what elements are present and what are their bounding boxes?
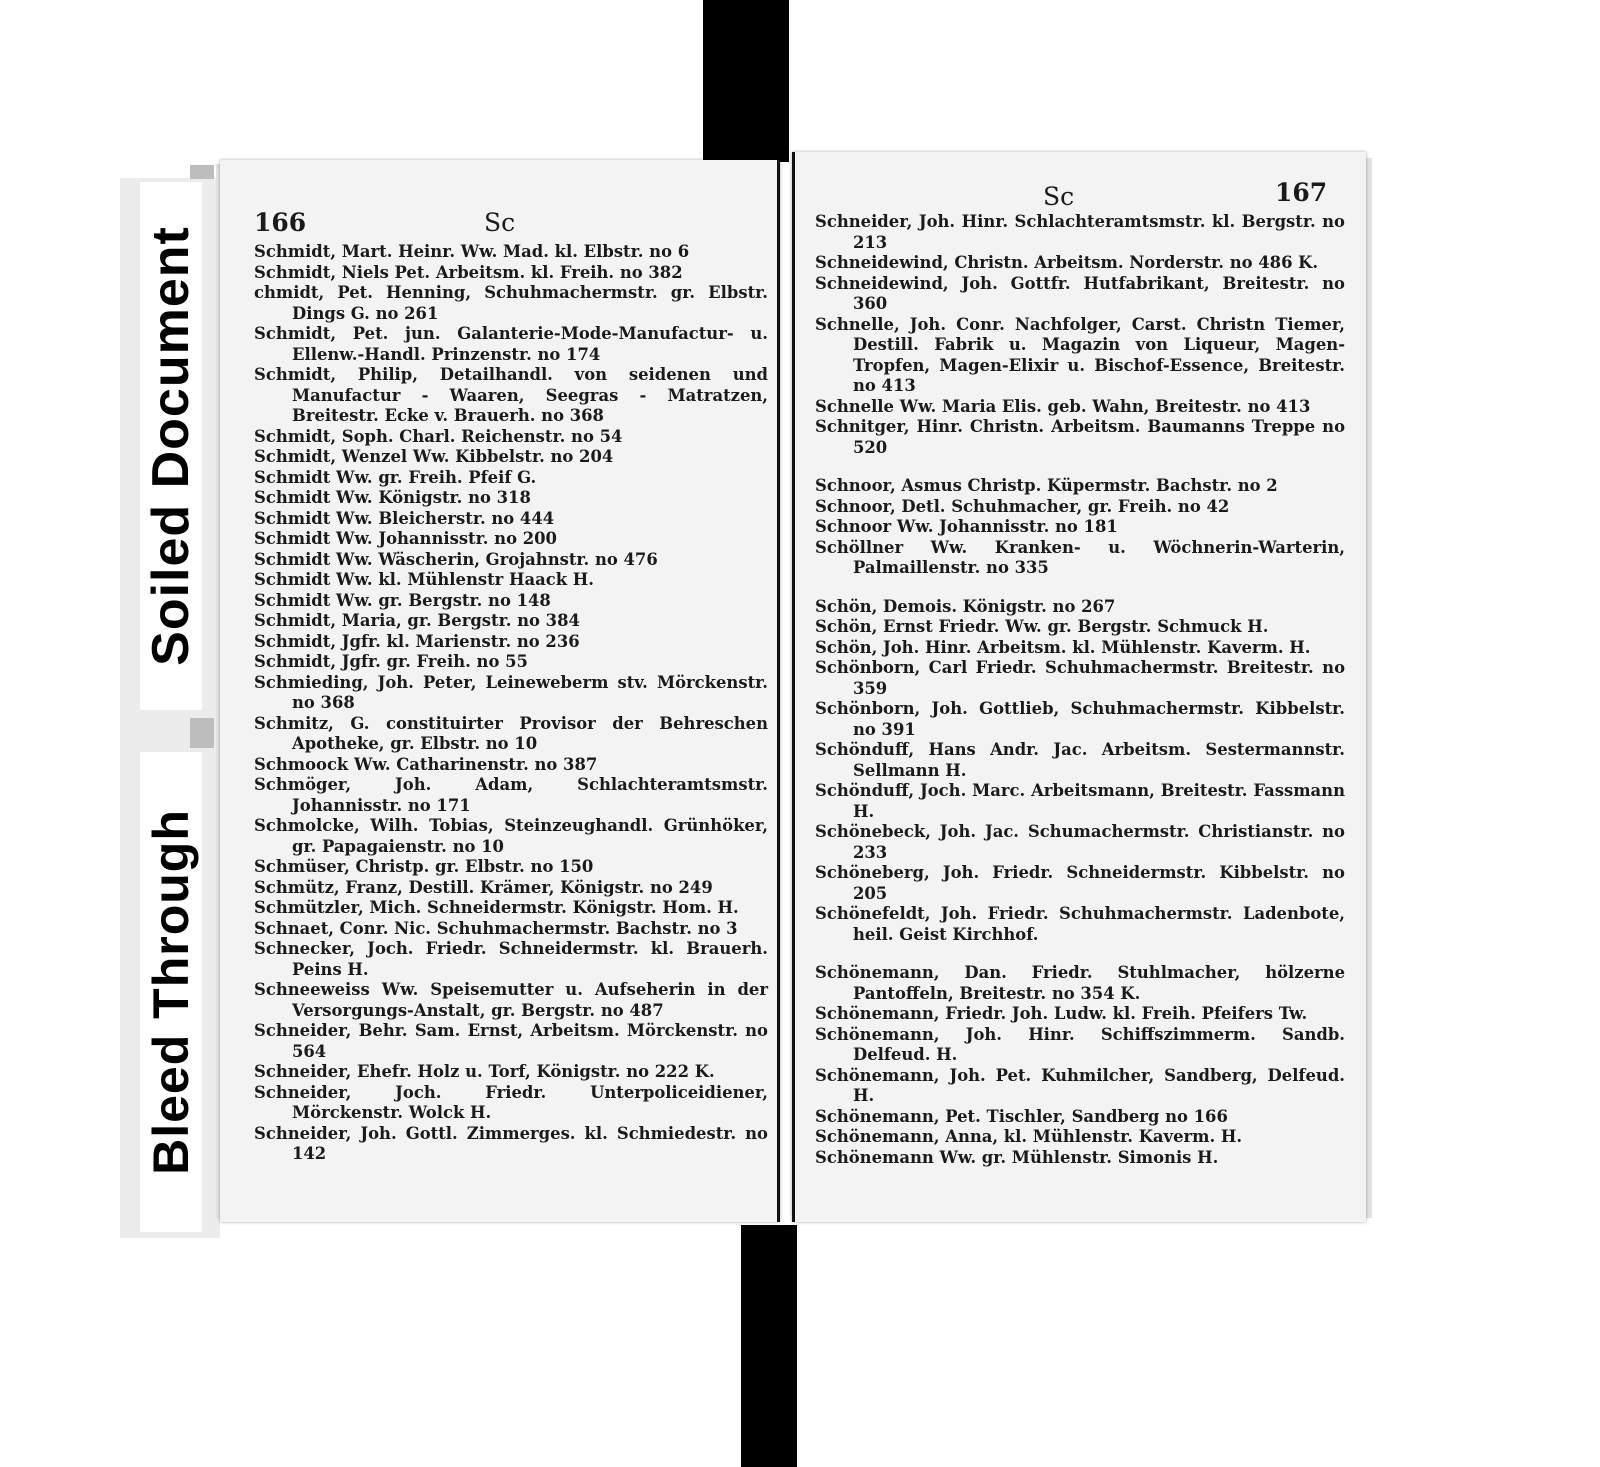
directory-entry: Schmolcke, Wilh. Tobias, Steinzeughandl. Grünhöker, gr. Papagaienstr. no 10: [254, 816, 768, 856]
directory-entry: Schmitz, G. constituirter Provisor der Behreschen Apotheke, gr. Elbstr. no 10: [254, 713, 768, 753]
soiled-document-label: Soiled Document: [140, 182, 202, 710]
directory-entries: [254, 242, 768, 1165]
directory-entry: Schneeweiss Ww. Speisemutter u. Aufseherin in der Versorgungs-Anstalt, gr. Bergstr. no 487: [254, 980, 768, 1020]
directory-entry: Schneider, Ehefr. Holz u. Torf, Königstr. no 222 K.: [254, 1062, 715, 1081]
directory-entry: Schmöger, Joh. Adam, Schlachteramtsmstr. Johannisstr. no 171: [254, 775, 768, 815]
directory-entry: Schneidewind, Christn. Arbeitsm. Norderstr. no 486 K.: [815, 253, 1319, 272]
directory-entry: Schmidt, Niels Pet. Arbeitsm. kl. Freih. no 382: [254, 262, 683, 282]
strip-tab-upper: [190, 165, 214, 179]
directory-entry: Schnitger, Hinr. Christn. Arbeitsm. Baumanns Treppe no 520: [815, 417, 1345, 457]
directory-entry: Schöneberg, Joh. Friedr. Schneidermstr. Kibbelstr. no 205: [815, 863, 1345, 903]
directory-entry: Schmidt Ww. Wäscherin, Grojahnstr. no 476: [254, 549, 658, 569]
directory-entry: Schmidt Ww. gr. Freih. Pfeif G.: [254, 467, 537, 487]
right-page: [792, 152, 1366, 1222]
directory-entry: Schnoor, Asmus Christp. Küpermstr. Bachstr. no 2: [815, 476, 1278, 495]
directory-entry: Schöllner Ww. Kranken- u. Wöchnerin-Warterin, Palmaillenstr. no 335: [815, 537, 1345, 577]
directory-entry: Schmidt, Jgfr. kl. Marienstr. no 236: [254, 631, 580, 651]
directory-entry: Schnecker, Joch. Friedr. Schneidermstr. kl. Brauerh. Peins H.: [254, 939, 768, 979]
directory-entry: Schmidt Ww. Bleicherstr. no 444: [254, 508, 555, 528]
directory-entry: Schmidt Ww. kl. Mühlenstr Haack H.: [254, 570, 594, 589]
directory-entry: Schönemann, Joh. Hinr. Schiffszimmerm. Sandb. Delfeud. H.: [815, 1024, 1345, 1064]
strip-tab-lower: [190, 718, 214, 748]
page-number: 167: [1275, 178, 1328, 207]
directory-entry: Schönemann, Dan. Friedr. Stuhlmacher, hölzerne Pantoffeln, Breitestr. no 354 K.: [815, 963, 1345, 1003]
directory-entry: Schneidewind, Joh. Gottfr. Hutfabrikant, Breitestr. no 360: [815, 273, 1345, 313]
directory-entry: Schönebeck, Joh. Jac. Schumachermstr. Christianstr. no 233: [815, 822, 1345, 862]
left-page: [220, 160, 780, 1222]
directory-entry: Schneider, Behr. Sam. Ernst, Arbeitsm. Mörckenstr. no 564: [254, 1021, 768, 1061]
directory-entry: Schmoock Ww. Catharinenstr. no 387: [254, 754, 598, 774]
directory-entry: Schönduff, Hans Andr. Jac. Arbeitsm. Sestermannstr. Sellmann H.: [815, 740, 1345, 780]
directory-entry: Schnoor, Detl. Schuhmacher, gr. Freih. no 42: [815, 496, 1230, 516]
directory-entry: Schönemann Ww. gr. Mühlenstr. Simonis H.: [815, 1147, 1219, 1167]
directory-entry: Schönemann, Joh. Pet. Kuhmilcher, Sandberg, Delfeud. H.: [815, 1065, 1345, 1105]
directory-entry: Schönefeldt, Joh. Friedr. Schuhmachermstr. Ladenbote, heil. Geist Kirchhof.: [815, 904, 1345, 944]
directory-entries: [815, 212, 1345, 1168]
directory-entry: Schmieding, Joh. Peter, Leineweberm stv. Mörckenstr. no 368: [254, 672, 768, 712]
directory-entry: Schmidt, Mart. Heinr. Ww. Mad. kl. Elbstr. no 6: [254, 242, 690, 261]
section-header: Sc: [1043, 182, 1075, 211]
directory-entry: Schmidt, Jgfr. gr. Freih. no 55: [254, 652, 528, 671]
directory-entry: Schnaet, Conr. Nic. Schuhmachermstr. Bachstr. no 3: [254, 918, 738, 938]
directory-entry: Schnelle, Joh. Conr. Nachfolger, Carst. Christn Tiemer, Destill. Fabrik u. Magazin von Liqueur, Magen-Tropfen, Magen-Elixir u. Bischof-Essence, Breitestr. no 413: [815, 314, 1345, 395]
directory-entry: chmidt, Pet. Henning, Schuhmachermstr. gr. Elbstr. Dings G. no 261: [254, 283, 768, 323]
directory-entry: Schnelle Ww. Maria Elis. geb. Wahn, Breitestr. no 413: [815, 396, 1311, 416]
directory-entry: Schmidt Ww. Königstr. no 318: [254, 488, 531, 507]
page-number: 166: [254, 208, 307, 237]
directory-entry: Schmütz, Franz, Destill. Krämer, Königstr. no 249: [254, 877, 713, 897]
directory-entry: Schönborn, Joh. Gottlieb, Schuhmachermstr. Kibbelstr. no 391: [815, 699, 1345, 739]
directory-entry: Schmützler, Mich. Schneidermstr. Königstr. Hom. H.: [254, 898, 739, 917]
directory-entry: Schmidt, Wenzel Ww. Kibbelstr. no 204: [254, 447, 614, 466]
directory-entry: Schmidt, Soph. Charl. Reichenstr. no 54: [254, 426, 623, 446]
directory-entry: Schmidt Ww. Johannisstr. no 200: [254, 529, 557, 548]
directory-entry: Schneider, Joh. Gottl. Zimmerges. kl. Schmiedestr. no 142: [254, 1123, 768, 1163]
directory-entry: Schönduff, Joch. Marc. Arbeitsmann, Breitestr. Fassmann H.: [815, 781, 1345, 821]
bleed-through-label: Bleed Through: [140, 752, 202, 1232]
directory-entry: Schmidt, Philip, Detailhandl. von seidenen und Manufactur - Waaren, Seegras - Matratzen, Breitestr. Ecke v. Brauerh. no 368: [254, 365, 768, 425]
section-header: Sc: [484, 208, 516, 237]
directory-entry: Schmidt, Pet. jun. Galanterie-Mode-Manufactur- u. Ellenw.-Handl. Prinzenstr. no 174: [254, 324, 768, 364]
binding-ribbon-top: [703, 0, 789, 162]
directory-entry: Schönemann, Pet. Tischler, Sandberg no 166: [815, 1106, 1228, 1126]
directory-entry: Schneider, Joh. Hinr. Schlachteramtsmstr. kl. Bergstr. no 213: [815, 212, 1345, 252]
directory-entry: Schmidt Ww. gr. Bergstr. no 148: [254, 590, 551, 610]
directory-entry: Schön, Demois. Königstr. no 267: [815, 596, 1116, 616]
directory-entry: Schönborn, Carl Friedr. Schuhmachermstr. Breitestr. no 359: [815, 658, 1345, 698]
directory-entry: Schönemann, Friedr. Joh. Ludw. kl. Freih. Pfeifers Tw.: [815, 1004, 1308, 1023]
directory-entry: Schnoor Ww. Johannisstr. no 181: [815, 517, 1118, 536]
directory-entry: Schmüser, Christp. gr. Elbstr. no 150: [254, 857, 594, 876]
directory-entry: Schön, Joh. Hinr. Arbeitsm. kl. Mühlenstr. Kaverm. H.: [815, 637, 1311, 657]
directory-entry: Schmidt, Maria, gr. Bergstr. no 384: [254, 611, 580, 630]
directory-entry: Schönemann, Anna, kl. Mühlenstr. Kaverm. H.: [815, 1127, 1243, 1146]
directory-entry: Schneider, Joch. Friedr. Unterpoliceidiener, Mörckenstr. Wolck H.: [254, 1082, 768, 1122]
directory-entry: Schön, Ernst Friedr. Ww. gr. Bergstr. Schmuck H.: [815, 617, 1269, 636]
binding-ribbon-bottom: [741, 1225, 797, 1467]
